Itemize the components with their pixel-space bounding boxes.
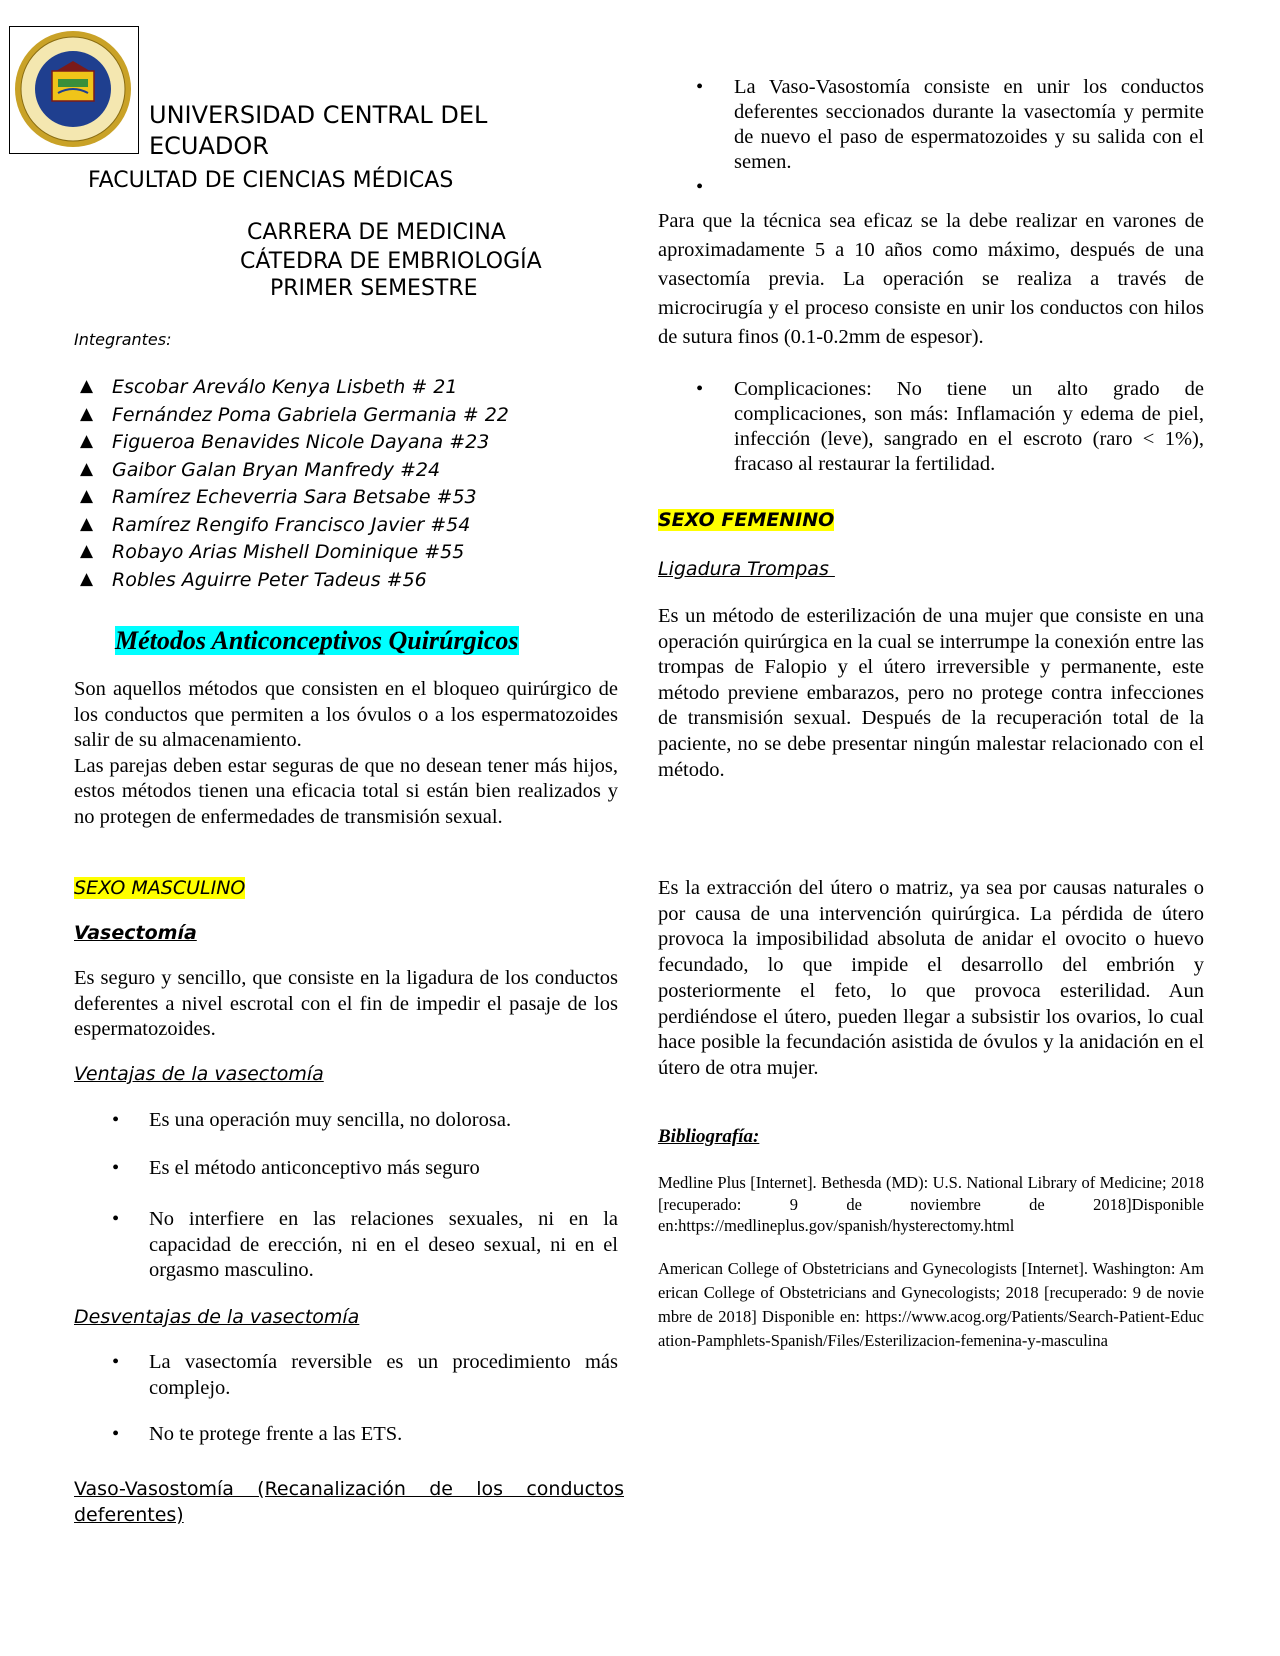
member-item: ▲ Robayo Arias Mishell Dominique #55 — [80, 541, 465, 563]
vaso-item: • La Vaso-Vasostomía consiste en unir los conductos deferentes seccionados durante la vasectomía y permite de nuevo el paso de espermatozoides y su salida con el semen. — [696, 76, 1204, 173]
bullet-icon: • — [112, 1109, 120, 1131]
member-item: ▲ Gaibor Galan Bryan Manfredy #24 — [80, 458, 441, 481]
bullet-icon: • — [696, 76, 704, 98]
university-logo — [9, 26, 139, 154]
semester-name: PRIMER SEMESTRE — [270, 276, 478, 301]
triangle-bullet-icon: ▲ — [80, 458, 94, 479]
university-name-line1: UNIVERSIDAD CENTRAL DEL — [149, 101, 488, 129]
triangle-bullet-icon: ▲ — [80, 541, 94, 561]
triangle-bullet-icon: ▲ — [80, 431, 94, 451]
complications-list — [658, 377, 1204, 477]
bullet-icon: • — [112, 1351, 120, 1373]
disadvantage-item: • La vasectomía reversible es un procedimiento más complejo. — [112, 1351, 618, 1399]
triangle-bullet-icon: ▲ — [80, 403, 94, 424]
bibliography-entry-2: American College of Obstetricians and Gynecologists [Internet]. Washington: American College of Obstetricians and Gynecologists; 2018 [recuperado: 9 de noviembre de 2018] Disponible en: https://www.acog.org/Patients/Search-Patient-Education-Pamphlets-Spanish/Files/Esterilizacion-femenina-y-masculina — [658, 1259, 1204, 1350]
disadvantages-heading: Desventajas de la vasectomía — [74, 1306, 360, 1328]
document-title: Métodos Anticonceptivos Quirúrgicos — [115, 626, 519, 655]
bullet-icon: • — [112, 1423, 120, 1445]
bibliography-entry-1: Medline Plus [Internet]. Bethesda (MD): U.S. National Library of Medicine; 2018 [recuperado: 9 de noviembre de 2018]Disponible en:https://medlineplus.gov/spanish/hysterectomy.html — [658, 1173, 1204, 1235]
university-seal-icon — [10, 27, 137, 152]
career-name: CARRERA DE MEDICINA — [247, 220, 506, 245]
male-heading: SEXO MASCULINO — [74, 877, 246, 899]
bibliography-heading: Bibliografía: — [658, 1126, 760, 1147]
complications-item: • Complicaciones: No tiene un alto grado de complicaciones, son más: Inflamación y edema de piel, infección (leve), sangrado en el escroto (raro < 1%), fracaso al restaurar la fertilidad. — [696, 378, 1204, 475]
faculty-name: FACULTAD DE CIENCIAS MÉDICAS — [88, 168, 454, 193]
intro-paragraph-2: Las parejas deben estar seguras de que no desean tener más hijos, estos métodos tienen una eficacia total si están bien realizados y no protegen de enfermedades de transmisión sexual. — [74, 754, 618, 828]
member-item: ▲ Ramírez Echeverria Sara Betsabe #53 — [80, 486, 477, 508]
member-item: ▲ Ramírez Rengifo Francisco Javier #54 — [80, 513, 471, 536]
advantage-item: • Es una operación muy sencilla, no dolorosa. — [74, 1108, 618, 1156]
triangle-bullet-icon: ▲ — [80, 376, 94, 396]
disadvantage-item: • No te protege frente a las ETS. — [74, 1422, 618, 1448]
member-item: ▲ Figueroa Benavides Nicole Dayana #23 — [80, 431, 490, 453]
hysterectomy-paragraph: Es la extracción del útero o matriz, ya sea por causas naturales o por causa de una intervención quirúrgica. La pérdida de útero provoca la imposibilidad absoluta de anidar el ovocito o huevo fecundado, lo que impide el desarrollo del embrión y posteriormente el feto, lo que provoca esterilidad. Aun perdiéndose el útero, pueden llegar a subsistir los ovarios, lo cual hace posible la fecundación asistida de óvulos y la anidación en el útero de otra mujer. — [658, 877, 1204, 1079]
university-name-line2: ECUADOR — [149, 132, 269, 160]
members-list — [74, 376, 634, 596]
members-label: Integrantes: — [74, 330, 172, 349]
disadvantages-list — [74, 1350, 618, 1448]
triangle-bullet-icon: ▲ — [80, 513, 94, 534]
tubal-ligation-heading: Ligadura Trompas — [658, 558, 835, 580]
member-item: ▲ Escobar Areválo Kenya Lisbeth # 21 — [80, 376, 458, 398]
bullet-icon: • — [112, 1208, 120, 1230]
advantages-list — [74, 1108, 618, 1284]
vaso-vasostomy-list — [658, 75, 1204, 200]
advantages-heading: Ventajas de la vasectomía — [74, 1063, 324, 1085]
intro-paragraph-1: Son aquellos métodos que consisten en el bloqueo quirúrgico de los conductos que permiten a los óvulos o a los espermatozoides salir de su almacenamiento. — [74, 678, 618, 751]
member-item: ▲ Robles Aguirre Peter Tadeus #56 — [80, 568, 427, 591]
vasectomy-paragraph: Es seguro y sencillo, que consiste en la ligadura de los conductos deferentes a nivel escrotal con el fin de impedir el pasaje de los espermatozoides. — [74, 967, 618, 1040]
tubal-ligation-paragraph: Es un método de esterilización de una mujer que consiste en una operación quirúrgica en la cual se interrumpe la conexión entre las trompas de Falopio y el útero irreversible y permanente, este método previene embarazos, pero no protege contra infecciones de transmisión sexual. Después de la recuperación total de la paciente, no se debe presentar ningún malestar relacionado con el método. — [658, 605, 1204, 781]
chair-name: CÁTEDRA DE EMBRIOLOGÍA — [240, 249, 542, 274]
bullet-icon: • — [696, 176, 704, 198]
vasectomy-heading: Vasectomía — [74, 922, 197, 944]
triangle-bullet-icon: ▲ — [80, 568, 94, 589]
female-heading: SEXO FEMENINO — [658, 509, 835, 531]
empty-list-item — [658, 175, 1204, 200]
technique-paragraph: Para que la técnica sea eficaz se la debe realizar en varones de aproximadamente 5 a 10 años como máximo, después de una vasectomía previa. La operación se realiza a través de microcirugía y el proceso consiste en unir los conductos con hilos de sutura finos (0.1-0.2mm de espesor). — [658, 210, 1204, 348]
triangle-bullet-icon: ▲ — [80, 486, 94, 506]
bullet-icon: • — [696, 378, 704, 400]
vaso-vasostomy-heading: Vaso-Vasostomía (Recanalización de los conductos deferentes) — [74, 1478, 624, 1526]
member-item: ▲ Fernández Poma Gabriela Germania # 22 — [80, 403, 509, 426]
bullet-icon: • — [112, 1157, 120, 1179]
advantage-item: • Es el método anticonceptivo más seguro — [74, 1156, 618, 1207]
advantage-item: • No interfiere en las relaciones sexuales, ni en la capacidad de erección, ni en el deseo sexual, ni en el orgasmo masculino. — [112, 1208, 618, 1281]
